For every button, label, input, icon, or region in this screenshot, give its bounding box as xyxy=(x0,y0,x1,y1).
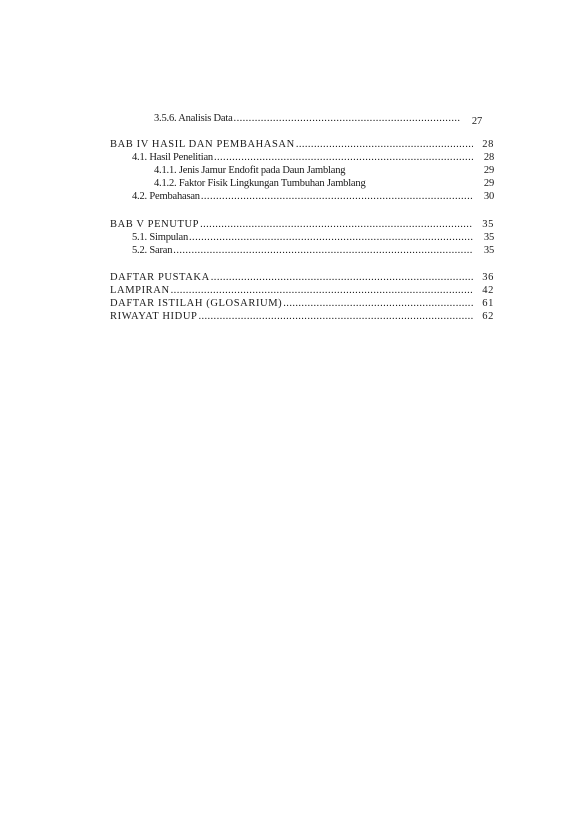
toc-leader xyxy=(200,218,473,231)
toc-entry xyxy=(154,112,482,125)
toc-entry xyxy=(154,177,494,190)
toc-entry-title: 5.1. Simpulan xyxy=(132,232,189,243)
toc-entry-title: 4.1. Hasil Penelitian xyxy=(132,152,213,163)
toc-entry-page: 28 xyxy=(483,152,494,163)
toc-leader xyxy=(171,284,473,297)
toc-entry xyxy=(132,231,494,244)
toc-leader xyxy=(234,112,461,125)
toc-leader xyxy=(283,297,473,310)
toc-leader xyxy=(189,231,473,244)
toc-leader xyxy=(198,310,473,323)
toc-entry-title: 4.2. Pembahasan xyxy=(132,191,200,202)
toc-entry-title: DAFTAR ISTILAH (GLOSARIUM) xyxy=(110,298,283,309)
toc-leader xyxy=(173,244,473,257)
toc-entry-page: 36 xyxy=(482,272,494,283)
toc-entry xyxy=(154,164,494,177)
toc-entry-title: 4.1.2. Faktor Fisik Lingkungan Tumbuhan Jamblang xyxy=(154,178,366,189)
toc-entry-title: 5.2. Saran xyxy=(132,245,173,256)
toc-entry-page: 35 xyxy=(482,219,494,230)
toc-entry xyxy=(132,244,494,257)
toc-entry-title: BAB IV HASIL DAN PEMBAHASAN xyxy=(110,139,295,150)
toc-entry-page: 42 xyxy=(482,285,494,296)
toc-entry-title: LAMPIRAN xyxy=(110,285,170,296)
toc-entry-page: 30 xyxy=(483,191,494,202)
toc-leader xyxy=(296,138,473,151)
toc-leader xyxy=(211,271,473,284)
toc-entry xyxy=(110,310,494,323)
toc-entry-page: 29 xyxy=(483,178,494,189)
toc-entry-title: BAB V PENUTUP xyxy=(110,219,200,230)
toc-entry-page: 62 xyxy=(482,311,494,322)
toc-entry xyxy=(110,297,494,310)
toc-entry xyxy=(132,151,494,164)
toc-entry xyxy=(110,218,494,231)
toc-entry-page: 61 xyxy=(482,298,494,309)
toc-entry-title: 4.1.1. Jenis Jamur Endofit pada Daun Jamblang xyxy=(154,165,346,176)
toc-entry xyxy=(110,271,494,284)
toc-leader xyxy=(201,190,473,203)
toc-entry-page: 28 xyxy=(482,139,494,150)
toc-entry xyxy=(110,284,494,297)
toc-entry-title: DAFTAR PUSTAKA xyxy=(110,272,210,283)
toc-leader xyxy=(214,151,473,164)
toc-entry xyxy=(132,190,494,203)
toc-entry-page: 35 xyxy=(483,245,494,256)
toc-entry-title: 3.5.6. Analisis Data xyxy=(154,113,233,124)
toc-entry-page: 29 xyxy=(483,165,494,176)
toc-entry-page: 27 xyxy=(471,116,482,127)
toc-entry-title: RIWAYAT HIDUP xyxy=(110,311,198,322)
toc-entry-page: 35 xyxy=(483,232,494,243)
toc-entry xyxy=(110,138,494,151)
